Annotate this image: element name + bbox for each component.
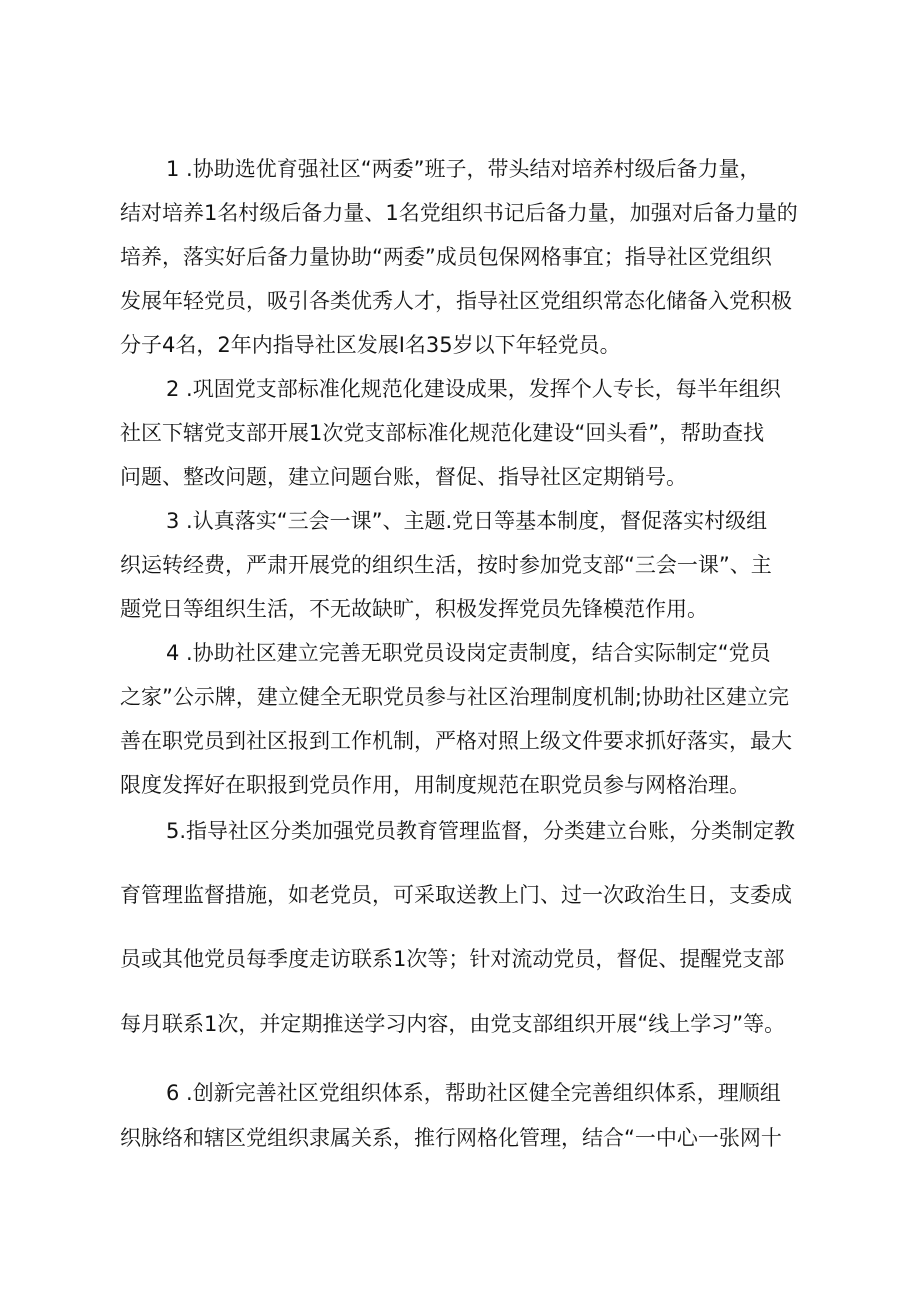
paragraph-line: 织脉络和辖区党组织隶属关系，推行网格化管理，结合“一中心一张网十 bbox=[120, 1126, 782, 1150]
paragraph-line: 3 .认真落实“三会一课”、主题.党日等基本制度，督促落实村级组 bbox=[166, 509, 768, 533]
paragraph-line: 善在职党员到社区报到工作机制，严格对照上级文件要求抓好落实，最大 bbox=[120, 729, 792, 753]
paragraph-line: 培养，落实好后备力量协助“两委”成员包保网格事宜；指导社区党组织 bbox=[120, 245, 772, 269]
paragraph-line: 4 .协助社区建立完善无职党员设岗定责制度，结合实际制定“党员 bbox=[166, 641, 771, 665]
paragraph-line: 5.指导社区分类加强党员教育管理监督，分类建立台账，分类制定教 bbox=[166, 819, 796, 843]
paragraph-line: 社区下辖党支部开展1次党支部标准化规范化建设“回头看”，帮助查找 bbox=[120, 421, 765, 445]
paragraph-line: 2 .巩固党支部标准化规范化建设成果，发挥个人专长，每半年组织 bbox=[166, 377, 781, 401]
paragraph-line: 结对培养1名村级后备力量、1名党组织书记后备力量，加强对后备力量的 bbox=[120, 201, 798, 225]
paragraph-line: 发展年轻党员，吸引各类优秀人才，指导社区党组织常态化储备入党积极 bbox=[120, 289, 792, 313]
paragraph-line: 育管理监督措施，如老党员，可采取送教上门、过一次政治生日，支委成 bbox=[120, 883, 792, 907]
paragraph-line: 织运转经费，严肃开展党的组织生活，按时参加党支部“三会一课”、主 bbox=[120, 553, 772, 577]
paragraph-line: 员或其他党员每季度走访联系1次等；针对流动党员，督促、提醒党支部 bbox=[120, 947, 785, 971]
paragraph-line: 1 .协助选优育强社区“两委”班子，带头结对培养村级后备力量， bbox=[166, 157, 761, 181]
paragraph-line: 6 .创新完善社区党组织体系，帮助社区健全完善组织体系，理顺组 bbox=[166, 1081, 781, 1105]
paragraph-line: 每月联系1次，并定期推送学习内容，由党支部组织开展“线上学习”等。 bbox=[120, 1012, 786, 1036]
paragraph-line: 之家”公示牌，建立健全无职党员参与社区治理制度机制;协助社区建立完 bbox=[120, 685, 789, 709]
paragraph-line: 题党日等组织生活，不无故缺旷，积极发挥党员先锋模范作用。 bbox=[120, 597, 708, 621]
paragraph-line: 问题、整改问题，建立问题台账，督促、指导社区定期销号。 bbox=[120, 465, 687, 489]
paragraph-line: 限度发挥好在职报到党员作用，用制度规范在职党员参与网格治理。 bbox=[120, 773, 750, 797]
paragraph-line: 分子4名，2年内指导社区发展I名35岁以下年轻党员。 bbox=[120, 333, 621, 357]
